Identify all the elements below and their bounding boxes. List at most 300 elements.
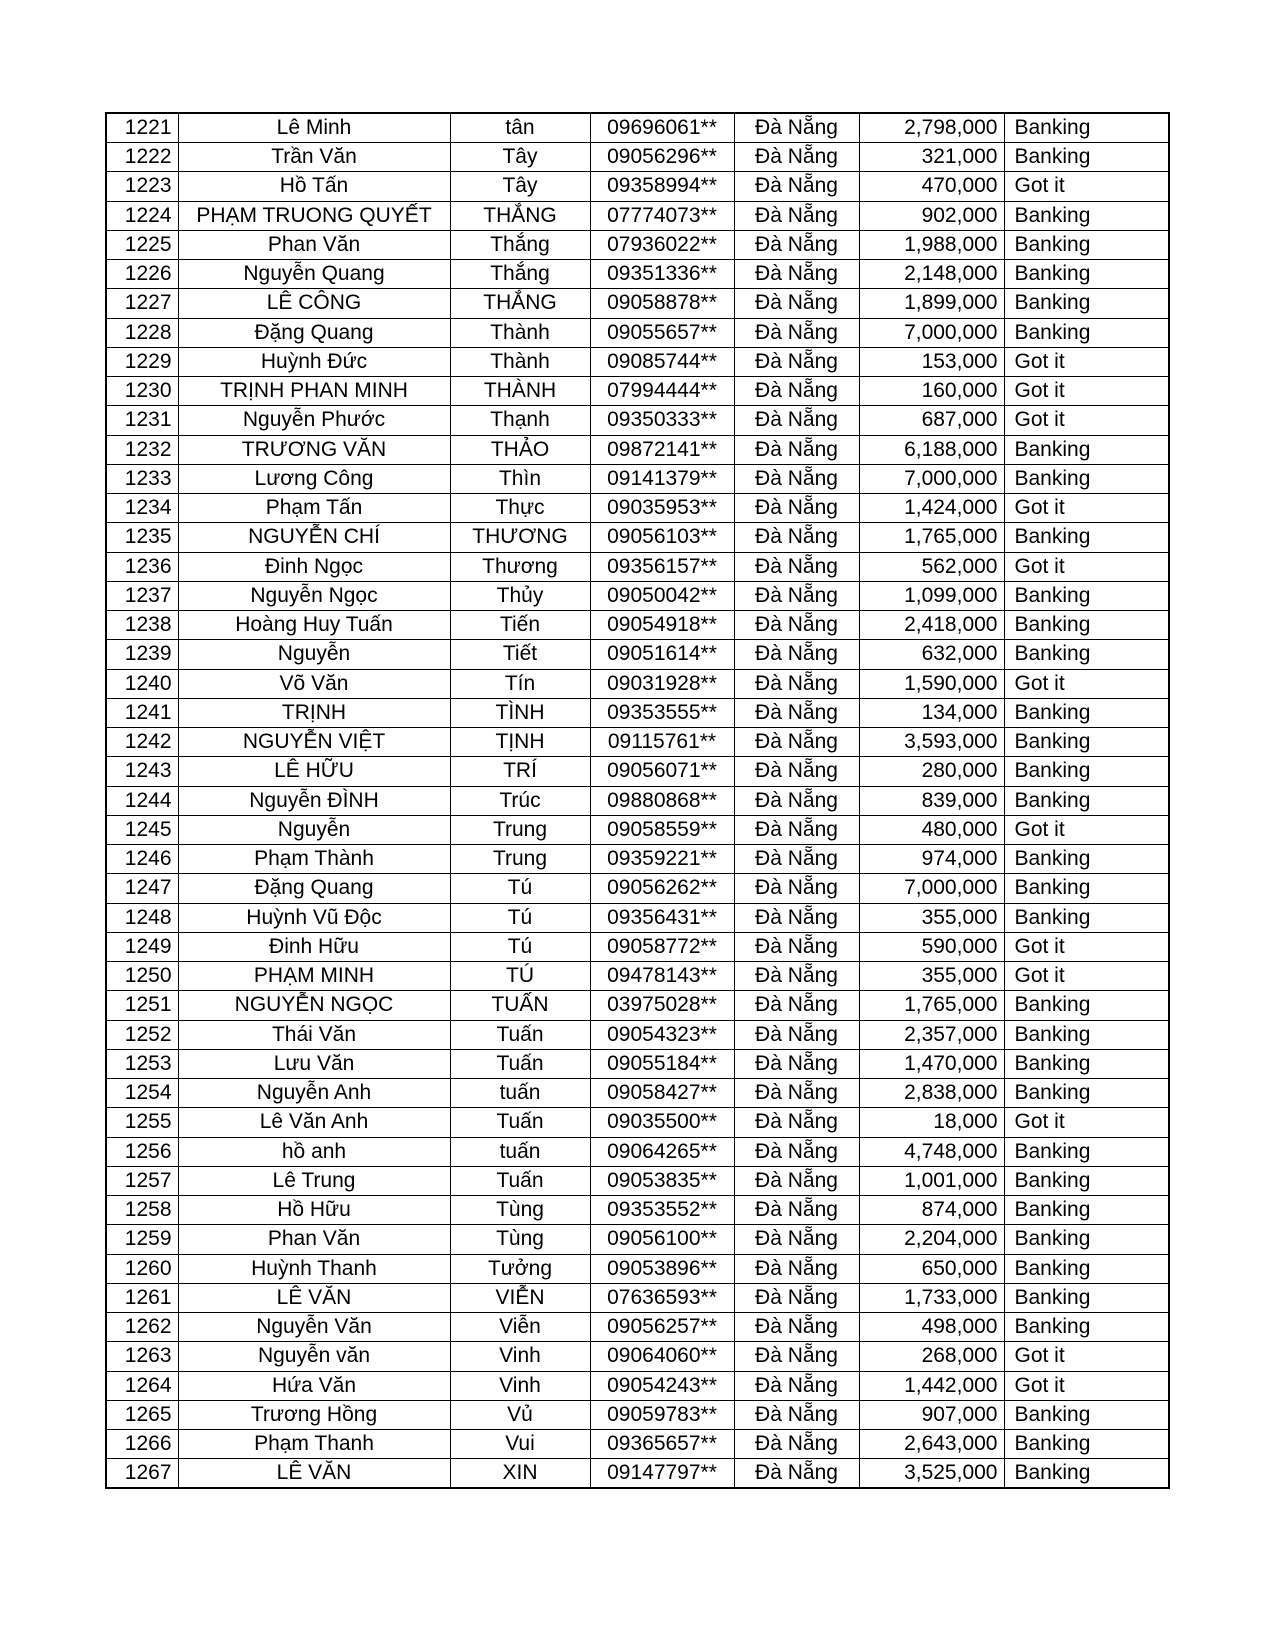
payment-method-cell: Banking [1004,698,1169,727]
surname-cell: PHẠM MINH [178,962,450,991]
phone-cell: 07936022** [590,230,734,259]
given-name-cell: Tú [450,874,590,903]
city-cell: Đà Nẵng [734,845,859,874]
row-number: 1255 [106,1108,178,1137]
city-cell: Đà Nẵng [734,435,859,464]
phone-cell: 07994444** [590,377,734,406]
table-row [106,698,1169,727]
surname-cell: LÊ VĂN [178,1459,450,1489]
given-name-cell: Tuấn [450,1049,590,1078]
phone-cell: 09031928** [590,669,734,698]
row-number: 1251 [106,991,178,1020]
phone-cell: 09147797** [590,1459,734,1489]
payment-method-cell: Banking [1004,143,1169,172]
row-number: 1257 [106,1166,178,1195]
phone-cell: 09880868** [590,786,734,815]
row-number: 1264 [106,1371,178,1400]
amount-cell: 480,000 [859,815,1004,844]
table-row [106,874,1169,903]
row-number: 1233 [106,464,178,493]
table-row [106,669,1169,698]
row-number: 1247 [106,874,178,903]
city-cell: Đà Nẵng [734,494,859,523]
phone-cell: 09353555** [590,698,734,727]
surname-cell: Đinh Ngọc [178,552,450,581]
amount-cell: 134,000 [859,698,1004,727]
surname-cell: NGUYỄN NGỌC [178,991,450,1020]
given-name-cell: TRÍ [450,757,590,786]
phone-cell: 09055184** [590,1049,734,1078]
given-name-cell: tân [450,113,590,143]
amount-cell: 590,000 [859,932,1004,961]
amount-cell: 268,000 [859,1342,1004,1371]
payment-method-cell: Banking [1004,581,1169,610]
city-cell: Đà Nẵng [734,347,859,376]
surname-cell: Hứa Văn [178,1371,450,1400]
amount-cell: 355,000 [859,903,1004,932]
given-name-cell: Vinh [450,1342,590,1371]
amount-cell: 160,000 [859,377,1004,406]
phone-cell: 09058878** [590,289,734,318]
payment-method-cell: Banking [1004,757,1169,786]
phone-cell: 09051614** [590,640,734,669]
amount-cell: 1,988,000 [859,230,1004,259]
table-row [106,786,1169,815]
row-number: 1246 [106,845,178,874]
table-body [106,113,1169,1488]
table-row [106,1400,1169,1429]
surname-cell: Hoàng Huy Tuấn [178,611,450,640]
surname-cell: Phạm Thanh [178,1430,450,1459]
surname-cell: NGUYỄN VIỆT [178,728,450,757]
table-row [106,1166,1169,1195]
row-number: 1227 [106,289,178,318]
given-name-cell: Tuấn [450,1108,590,1137]
city-cell: Đà Nẵng [734,581,859,610]
given-name-cell: tuấn [450,1137,590,1166]
city-cell: Đà Nẵng [734,201,859,230]
city-cell: Đà Nẵng [734,1108,859,1137]
payment-method-cell: Banking [1004,435,1169,464]
surname-cell: LÊ CÔNG [178,289,450,318]
table-row [106,113,1169,143]
table-row [106,289,1169,318]
payment-method-cell: Banking [1004,728,1169,757]
row-number: 1243 [106,757,178,786]
payment-method-cell: Banking [1004,1020,1169,1049]
given-name-cell: TUẤN [450,991,590,1020]
amount-cell: 1,899,000 [859,289,1004,318]
row-number: 1259 [106,1225,178,1254]
table-row [106,1196,1169,1225]
city-cell: Đà Nẵng [734,143,859,172]
table-row [106,640,1169,669]
payment-method-cell: Got it [1004,1342,1169,1371]
payment-method-cell: Banking [1004,113,1169,143]
surname-cell: Lương Công [178,464,450,493]
table-row [106,435,1169,464]
city-cell: Đà Nẵng [734,1283,859,1312]
city-cell: Đà Nẵng [734,1342,859,1371]
given-name-cell: Viễn [450,1313,590,1342]
table-row [106,347,1169,376]
surname-cell: Phạm Thành [178,845,450,874]
payment-method-cell: Banking [1004,230,1169,259]
payment-method-cell: Banking [1004,1049,1169,1078]
given-name-cell: Tú [450,932,590,961]
table-row [106,1137,1169,1166]
phone-cell: 09356157** [590,552,734,581]
table-row [106,1371,1169,1400]
city-cell: Đà Nẵng [734,1079,859,1108]
row-number: 1231 [106,406,178,435]
city-cell: Đà Nẵng [734,1459,859,1489]
surname-cell: Nguyễn [178,815,450,844]
surname-cell: Huỳnh Thanh [178,1254,450,1283]
city-cell: Đà Nẵng [734,903,859,932]
city-cell: Đà Nẵng [734,1020,859,1049]
payment-method-cell: Banking [1004,1225,1169,1254]
surname-cell: Võ Văn [178,669,450,698]
table-row [106,318,1169,347]
surname-cell: Nguyễn ĐÌNH [178,786,450,815]
payment-method-cell: Banking [1004,1196,1169,1225]
surname-cell: Lê Trung [178,1166,450,1195]
row-number: 1256 [106,1137,178,1166]
amount-cell: 1,470,000 [859,1049,1004,1078]
surname-cell: NGUYỄN CHÍ [178,523,450,552]
payment-method-cell: Banking [1004,611,1169,640]
given-name-cell: THÀNH [450,377,590,406]
city-cell: Đà Nẵng [734,786,859,815]
surname-cell: Đặng Quang [178,318,450,347]
data-sheet [105,112,1168,1489]
phone-cell: 09053835** [590,1166,734,1195]
row-number: 1239 [106,640,178,669]
row-number: 1249 [106,932,178,961]
given-name-cell: Vui [450,1430,590,1459]
surname-cell: hồ anh [178,1137,450,1166]
surname-cell: Đặng Quang [178,874,450,903]
amount-cell: 153,000 [859,347,1004,376]
amount-cell: 1,765,000 [859,991,1004,1020]
city-cell: Đà Nẵng [734,230,859,259]
table-row [106,1020,1169,1049]
row-number: 1242 [106,728,178,757]
phone-cell: 09872141** [590,435,734,464]
amount-cell: 2,643,000 [859,1430,1004,1459]
given-name-cell: Thương [450,552,590,581]
row-number: 1265 [106,1400,178,1429]
phone-cell: 09058427** [590,1079,734,1108]
phone-cell: 09350333** [590,406,734,435]
table-row [106,406,1169,435]
table-row [106,991,1169,1020]
payment-method-cell: Banking [1004,201,1169,230]
surname-cell: Lưu Văn [178,1049,450,1078]
city-cell: Đà Nẵng [734,113,859,143]
row-number: 1248 [106,903,178,932]
surname-cell: Trần Văn [178,143,450,172]
row-number: 1223 [106,172,178,201]
given-name-cell: Trung [450,815,590,844]
row-number: 1226 [106,260,178,289]
surname-cell: Trương Hồng [178,1400,450,1429]
table-row [106,845,1169,874]
payment-method-cell: Banking [1004,289,1169,318]
row-number: 1250 [106,962,178,991]
phone-cell: 09351336** [590,260,734,289]
row-number: 1262 [106,1313,178,1342]
amount-cell: 3,525,000 [859,1459,1004,1489]
city-cell: Đà Nẵng [734,815,859,844]
payment-method-cell: Got it [1004,1108,1169,1137]
table-row [106,932,1169,961]
row-number: 1253 [106,1049,178,1078]
phone-cell: 09696061** [590,113,734,143]
phone-cell: 09056296** [590,143,734,172]
given-name-cell: Tuấn [450,1020,590,1049]
phone-cell: 09353552** [590,1196,734,1225]
phone-cell: 09059783** [590,1400,734,1429]
given-name-cell: XIN [450,1459,590,1489]
given-name-cell: Tiết [450,640,590,669]
phone-cell: 09115761** [590,728,734,757]
amount-cell: 470,000 [859,172,1004,201]
phone-cell: 09055657** [590,318,734,347]
phone-cell: 09365657** [590,1430,734,1459]
table-row [106,1459,1169,1489]
payment-method-cell: Got it [1004,406,1169,435]
row-number: 1230 [106,377,178,406]
payment-method-cell: Got it [1004,377,1169,406]
city-cell: Đà Nẵng [734,611,859,640]
given-name-cell: Tưởng [450,1254,590,1283]
payment-method-cell: Banking [1004,874,1169,903]
row-number: 1238 [106,611,178,640]
row-number: 1254 [106,1079,178,1108]
city-cell: Đà Nẵng [734,172,859,201]
table-row [106,815,1169,844]
amount-cell: 902,000 [859,201,1004,230]
city-cell: Đà Nẵng [734,669,859,698]
payment-method-cell: Got it [1004,1371,1169,1400]
surname-cell: PHẠM TRUONG QUYẾT [178,201,450,230]
surname-cell: Nguyễn [178,640,450,669]
phone-cell: 09056100** [590,1225,734,1254]
amount-cell: 498,000 [859,1313,1004,1342]
phone-cell: 09054323** [590,1020,734,1049]
payment-method-cell: Banking [1004,1459,1169,1489]
table-row [106,962,1169,991]
city-cell: Đà Nẵng [734,1166,859,1195]
amount-cell: 650,000 [859,1254,1004,1283]
given-name-cell: Tùng [450,1196,590,1225]
given-name-cell: Thành [450,347,590,376]
surname-cell: Lê Minh [178,113,450,143]
table-row [106,1049,1169,1078]
table-row [106,1283,1169,1312]
phone-cell: 09054918** [590,611,734,640]
table-row [106,143,1169,172]
phone-cell: 09035500** [590,1108,734,1137]
table-row [106,260,1169,289]
amount-cell: 1,733,000 [859,1283,1004,1312]
table-row [106,611,1169,640]
city-cell: Đà Nẵng [734,640,859,669]
phone-cell: 09064265** [590,1137,734,1166]
table-row [106,1079,1169,1108]
city-cell: Đà Nẵng [734,1225,859,1254]
given-name-cell: Tín [450,669,590,698]
row-number: 1245 [106,815,178,844]
given-name-cell: TÚ [450,962,590,991]
payment-method-cell: Got it [1004,494,1169,523]
payment-method-cell: Got it [1004,669,1169,698]
payment-method-cell: Banking [1004,786,1169,815]
phone-cell: 07636593** [590,1283,734,1312]
phone-cell: 09035953** [590,494,734,523]
payment-method-cell: Got it [1004,962,1169,991]
amount-cell: 1,424,000 [859,494,1004,523]
table-row [106,903,1169,932]
amount-cell: 2,838,000 [859,1079,1004,1108]
city-cell: Đà Nẵng [734,991,859,1020]
amount-cell: 3,593,000 [859,728,1004,757]
payment-method-cell: Got it [1004,172,1169,201]
amount-cell: 7,000,000 [859,464,1004,493]
amount-cell: 2,204,000 [859,1225,1004,1254]
table-row [106,728,1169,757]
phone-cell: 09358994** [590,172,734,201]
payment-method-cell: Got it [1004,932,1169,961]
amount-cell: 1,442,000 [859,1371,1004,1400]
row-number: 1241 [106,698,178,727]
given-name-cell: Thực [450,494,590,523]
payment-method-cell: Banking [1004,1166,1169,1195]
payment-method-cell: Banking [1004,1400,1169,1429]
given-name-cell: Thắng [450,260,590,289]
surname-cell: Nguyễn Văn [178,1313,450,1342]
payment-method-cell: Banking [1004,260,1169,289]
surname-cell: Huỳnh Vũ Độc [178,903,450,932]
amount-cell: 2,418,000 [859,611,1004,640]
row-number: 1232 [106,435,178,464]
city-cell: Đà Nẵng [734,1313,859,1342]
given-name-cell: VIỄN [450,1283,590,1312]
row-number: 1235 [106,523,178,552]
city-cell: Đà Nẵng [734,962,859,991]
payment-method-cell: Banking [1004,1283,1169,1312]
city-cell: Đà Nẵng [734,523,859,552]
surname-cell: Nguyễn văn [178,1342,450,1371]
city-cell: Đà Nẵng [734,1196,859,1225]
surname-cell: Đinh Hữu [178,932,450,961]
given-name-cell: Thủy [450,581,590,610]
amount-cell: 321,000 [859,143,1004,172]
phone-cell: 09085744** [590,347,734,376]
given-name-cell: THẢO [450,435,590,464]
table-row [106,1430,1169,1459]
amount-cell: 6,188,000 [859,435,1004,464]
phone-cell: 09056103** [590,523,734,552]
table-row [106,1313,1169,1342]
payment-method-cell: Banking [1004,318,1169,347]
amount-cell: 7,000,000 [859,874,1004,903]
table-row [106,552,1169,581]
row-number: 1222 [106,143,178,172]
city-cell: Đà Nẵng [734,728,859,757]
amount-cell: 18,000 [859,1108,1004,1137]
payment-method-cell: Banking [1004,1313,1169,1342]
recipients-table [105,112,1170,1489]
city-cell: Đà Nẵng [734,1254,859,1283]
city-cell: Đà Nẵng [734,1430,859,1459]
row-number: 1228 [106,318,178,347]
phone-cell: 09478143** [590,962,734,991]
amount-cell: 1,001,000 [859,1166,1004,1195]
amount-cell: 4,748,000 [859,1137,1004,1166]
given-name-cell: Trung [450,845,590,874]
payment-method-cell: Banking [1004,903,1169,932]
phone-cell: 03975028** [590,991,734,1020]
given-name-cell: Tiến [450,611,590,640]
payment-method-cell: Banking [1004,640,1169,669]
table-row [106,1342,1169,1371]
given-name-cell: THẮNG [450,201,590,230]
given-name-cell: Tây [450,172,590,201]
surname-cell: LÊ VĂN [178,1283,450,1312]
table-row [106,494,1169,523]
given-name-cell: TỊNH [450,728,590,757]
row-number: 1258 [106,1196,178,1225]
given-name-cell: Vinh [450,1371,590,1400]
row-number: 1244 [106,786,178,815]
phone-cell: 09141379** [590,464,734,493]
surname-cell: Hồ Hữu [178,1196,450,1225]
surname-cell: Phan Văn [178,1225,450,1254]
amount-cell: 2,357,000 [859,1020,1004,1049]
given-name-cell: Thạnh [450,406,590,435]
phone-cell: 09056071** [590,757,734,786]
amount-cell: 1,099,000 [859,581,1004,610]
table-row [106,581,1169,610]
payment-method-cell: Got it [1004,347,1169,376]
phone-cell: 09050042** [590,581,734,610]
surname-cell: Nguyễn Quang [178,260,450,289]
city-cell: Đà Nẵng [734,406,859,435]
table-row [106,230,1169,259]
payment-method-cell: Banking [1004,845,1169,874]
surname-cell: Huỳnh Đức [178,347,450,376]
row-number: 1224 [106,201,178,230]
payment-method-cell: Banking [1004,1137,1169,1166]
table-row [106,757,1169,786]
row-number: 1225 [106,230,178,259]
city-cell: Đà Nẵng [734,1400,859,1429]
given-name-cell: Tuấn [450,1166,590,1195]
surname-cell: Phạm Tấn [178,494,450,523]
surname-cell: Nguyễn Ngọc [178,581,450,610]
city-cell: Đà Nẵng [734,874,859,903]
amount-cell: 355,000 [859,962,1004,991]
given-name-cell: Tùng [450,1225,590,1254]
surname-cell: LÊ HỮU [178,757,450,786]
phone-cell: 09056262** [590,874,734,903]
city-cell: Đà Nẵng [734,289,859,318]
phone-cell: 09359221** [590,845,734,874]
amount-cell: 1,765,000 [859,523,1004,552]
